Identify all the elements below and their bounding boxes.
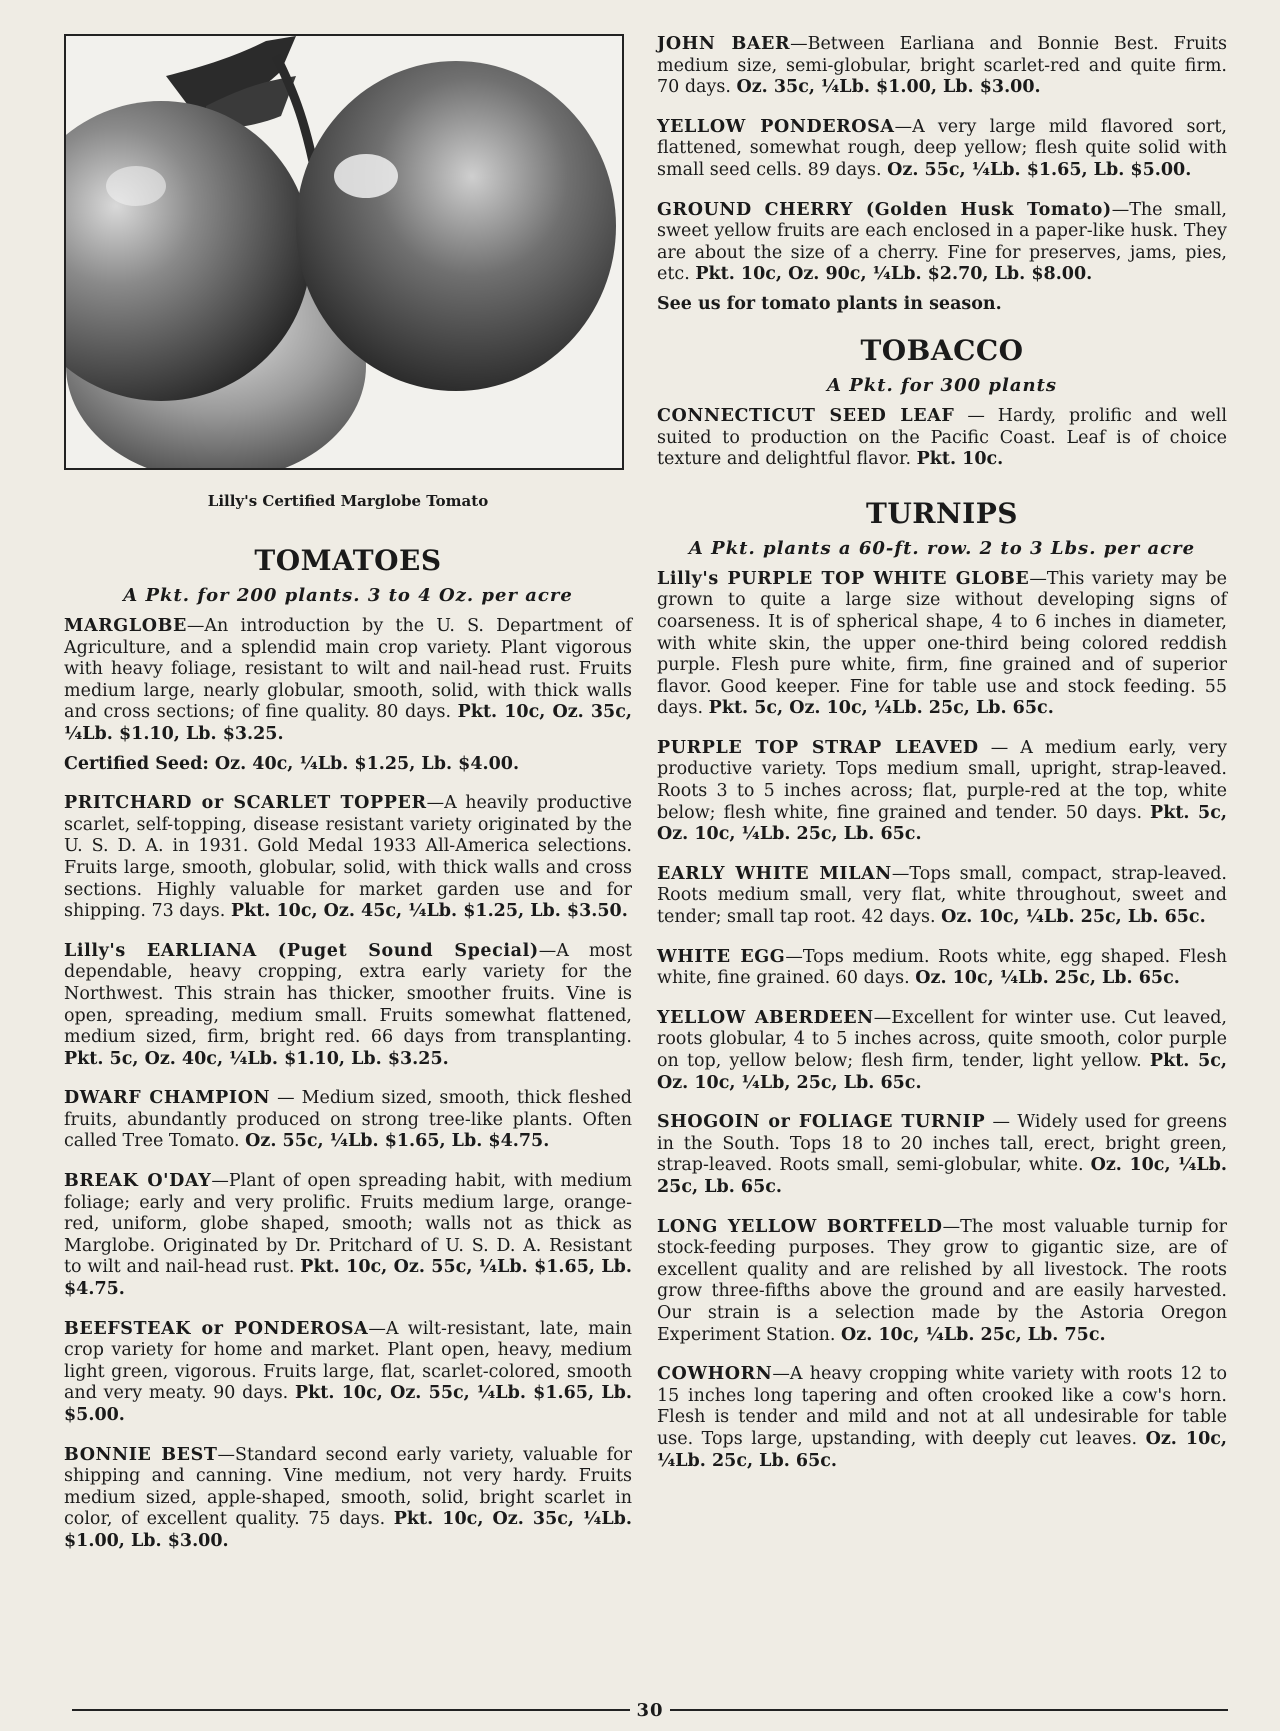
entry-purple-top-white-globe bbox=[657, 569, 1227, 720]
entry-text: —Plant of open spreading habit, with medium foliage; early and very prolific. Fruits medium large, orange-red, uniform, globe shaped, smooth; walls not as thick as Marglobe. Originated by Dr. Pritchard of U. S. D. A. Resistant to wilt and nail-head rust. bbox=[64, 1171, 632, 1278]
tobacco-subtitle: A Pkt. for 300 plants bbox=[826, 374, 1058, 396]
page-footer bbox=[72, 1700, 1228, 1720]
entry-name: SHOGOIN or FOLIAGE TURNIP bbox=[657, 1112, 986, 1133]
entry-name: COWHORN bbox=[657, 1364, 773, 1385]
entry-prices: Oz. 10c, ¼Lb. 25c, Lb. 65c. bbox=[657, 1428, 1227, 1471]
entry-text: —Tops small, compact, strap-leaved. Roots medium small, very flat, white throughout, sweet and tender; small tap root. 42 days. bbox=[657, 863, 1227, 928]
entry-prices: Oz. 10c, ¼Lb. 25c, Lb. 75c. bbox=[841, 1324, 1106, 1345]
entry-bonnie-best bbox=[64, 1445, 632, 1553]
entry-name: Lilly's EARLIANA (Puget Sound Special) bbox=[64, 940, 539, 961]
entry-yellow-ponderosa bbox=[657, 117, 1227, 182]
entry-name: EARLY WHITE MILAN bbox=[657, 863, 892, 884]
entry-name: JOHN BAER bbox=[657, 34, 791, 54]
entry-text: —A wilt-resistant, late, main crop variety for home and market. Plant open, heavy, medium light green, vigorous. Fruits large, flat, scarlet-colored, smooth and very meaty. 90 days. bbox=[64, 1318, 633, 1404]
tomato-plants-note: See us for tomato plants in season. bbox=[657, 293, 1002, 314]
entry-prices: Pkt. 5c, Oz. 10c, ¼Lb. 25c, Lb. 65c. bbox=[708, 698, 1054, 719]
entry-name: LONG YELLOW BORTFELD bbox=[657, 1216, 943, 1237]
entry-text: — Widely used for greens in the South. Tops 18 to 20 inches tall, erect, bright green, strap-leaved. Roots small, semi-globular, white. bbox=[657, 1112, 1227, 1176]
entry-prices: Pkt. 10c, Oz. 35c, ¼Lb. $1.00, Lb. $3.00. bbox=[64, 1509, 632, 1551]
entry-text: —This variety may be grown to quite a large size without developing signs of coarseness. It is of spherical shape, 4 to 6 inches in diameter, with white skin, the upper one-third being colored reddish purple. Flesh pure white, firm, fine grained and of superior flavor. Good keeper. Fine for table use and stock feeding. 55 days. bbox=[657, 568, 1227, 719]
entry-shogoin bbox=[657, 1112, 1227, 1198]
entry-beefsteak bbox=[64, 1319, 632, 1427]
entry-name: GROUND CHERRY (Golden Husk Tomato) bbox=[657, 199, 1112, 220]
entry-name: WHITE EGG bbox=[657, 946, 786, 967]
entry-dwarf-champion bbox=[64, 1088, 632, 1153]
entry-text: — Hardy, prolific and well suited to production on the Pacific Coast. Leaf is of choice texture and delightful flavor. bbox=[657, 405, 1227, 470]
entry-pritchard bbox=[64, 793, 632, 923]
entry-text: —The small, sweet yellow fruits are each enclosed in a paper-like husk. They are about the size of a cherry. Fine for preserves, jams, pies, etc. bbox=[657, 199, 1227, 285]
entry-name: BEEFSTEAK or PONDEROSA bbox=[64, 1318, 369, 1339]
entry-text: —Tops medium. Roots white, egg shaped. Flesh white, fine grained. 60 days. bbox=[657, 946, 1227, 989]
entry-text: —The most valuable turnip for stock-feeding purposes. They grow to gigantic size, are of excellent quality and are relished by all livestock. The roots grow three-fifths above the ground and are easily harvested. Our strain is a selection made by the Astoria Oregon Experiment Station. bbox=[657, 1216, 1228, 1345]
entry-prices: Pkt. 10c, Oz. 55c, ¼Lb. $1.65, Lb. $4.75. bbox=[64, 1257, 632, 1300]
entry-prices: Pkt. 10c, Oz. 45c, ¼Lb. $1.25, Lb. $3.50. bbox=[230, 901, 628, 922]
entry-long-yellow-bortfeld bbox=[657, 1217, 1227, 1347]
entry-john-baer bbox=[657, 34, 1227, 99]
entry-prices: Pkt. 10c, Oz. 90c, ¼Lb. $2.70, Lb. $8.00. bbox=[695, 264, 1093, 285]
entry-name: CONNECTICUT SEED LEAF bbox=[657, 405, 955, 426]
entry-name: YELLOW ABERDEEN bbox=[657, 1007, 874, 1028]
turnips-subtitle: A Pkt. plants a 60-ft. row. 2 to 3 Lbs. per acre bbox=[688, 537, 1196, 559]
entry-prices: Certified Seed: Oz. 40c, ¼Lb. $1.25, Lb. $4.00. bbox=[64, 753, 520, 774]
entry-text: —A very large mild flavored sort, flattened, somewhat rough, deep yellow; flesh quite solid with small seed cells. 89 days. bbox=[657, 116, 1227, 180]
entry-name: BREAK O'DAY bbox=[64, 1171, 212, 1192]
entry-earliana bbox=[64, 941, 632, 1071]
entry-prices: Pkt. 10c. bbox=[916, 449, 1004, 470]
entry-name: PURPLE TOP STRAP LEAVED bbox=[657, 737, 979, 758]
entry-prices: Pkt. 5c, Oz. 10c, ¼Lb. 25c, Lb. 65c. bbox=[657, 802, 1227, 845]
left-column bbox=[64, 34, 632, 1571]
entry-name: DWARF CHAMPION bbox=[64, 1088, 271, 1109]
tobacco-title: TOBACCO bbox=[860, 333, 1024, 367]
entry-text: —Excellent for winter use. Cut leaved, roots globular, 4 to 5 inches across, quite smooth, color purple on top, yellow below; flesh firm, tender, light yellow. bbox=[657, 1007, 1227, 1071]
entry-prices: Pkt. 10c, Oz. 35c, ¼Lb. $1.10, Lb. $3.25. bbox=[64, 702, 632, 744]
page-number: 30 bbox=[636, 1699, 664, 1721]
entry-text: — A medium early, very productive variety. Tops medium small, upright, strap-leaved. Roots 3 to 5 inches across; flat, purple-red at the top, white below; flesh white, fine grained and tender. 50 days. bbox=[657, 737, 1227, 823]
entry-purple-top-strap-leaved bbox=[657, 738, 1227, 846]
entry-text: — Medium sized, smooth, thick fleshed fruits, abundantly produced on strong tree-like plants. Often called Tree Tomato. bbox=[64, 1088, 632, 1152]
entry-text: —A heavy cropping white variety with roots 12 to 15 inches long tapering and often crooked like a cow's horn. Flesh is tender and mild and not at all undesirable for table use. Tops large, upstanding, with deeply cut leaves. bbox=[657, 1364, 1227, 1449]
photo-caption: Lilly's Certified Marglobe Tomato bbox=[207, 492, 489, 510]
turnips-title: TURNIPS bbox=[866, 496, 1018, 530]
entry-name: PRITCHARD or SCARLET TOPPER bbox=[64, 793, 427, 814]
entry-text: —A most dependable, heavy cropping, extra early variety for the Northwest. This strain has thicker, smoother fruits. Vine is open, spreading, medium small. Fruits somewhat flattened, medium sized, firm, bright red. 66 days from transplanting. bbox=[64, 940, 632, 1048]
footer-rule-left bbox=[72, 1709, 630, 1711]
entry-name: MARGLOBE bbox=[64, 616, 187, 636]
entry-certified-seed bbox=[64, 754, 632, 776]
entry-text: —A heavily productive scarlet, self-topping, disease resistant variety originated by the U. S. D. A. in 1931. Gold Medal 1933 All-America selections. Fruits large, smooth, globular, solid, with thick walls and cross sections. Highly valuable for market garden use and for shipping. 73 days. bbox=[64, 793, 632, 922]
right-column bbox=[657, 34, 1227, 1490]
entry-connecticut-seed-leaf bbox=[657, 406, 1227, 471]
entry-prices: Oz. 35c, ¼Lb. $1.00, Lb. $3.00. bbox=[736, 77, 1041, 98]
entry-prices: Pkt. 10c, Oz. 55c, ¼Lb. $1.65, Lb. $5.00. bbox=[64, 1383, 632, 1425]
entry-prices: Pkt. 5c, Oz. 10c, ¼Lb, 25c, Lb. 65c. bbox=[657, 1051, 1227, 1093]
entry-prices: Oz. 10c, ¼Lb. 25c, Lb. 65c. bbox=[657, 1155, 1227, 1197]
entry-name: BONNIE BEST bbox=[64, 1444, 218, 1465]
entry-prices: Oz. 10c, ¼Lb. 25c, Lb. 65c. bbox=[915, 968, 1180, 989]
entry-text: —Between Earliana and Bonnie Best. Fruits medium size, semi-globular, bright scarlet-red and quite firm. 70 days. bbox=[657, 34, 1227, 98]
tomato-photo bbox=[64, 34, 624, 470]
entry-prices: Oz. 10c, ¼Lb. 25c, Lb. 65c. bbox=[941, 907, 1206, 928]
entry-prices: Oz. 55c, ¼Lb. $1.65, Lb. $4.75. bbox=[245, 1131, 550, 1152]
entry-marglobe bbox=[64, 616, 632, 746]
entry-cowhorn bbox=[657, 1364, 1227, 1472]
entry-break-oday bbox=[64, 1171, 632, 1301]
tomatoes-subtitle: A Pkt. for 200 plants. 3 to 4 Oz. per acre bbox=[123, 585, 573, 606]
entry-name: YELLOW PONDEROSA bbox=[657, 116, 895, 137]
footer-rule-right bbox=[670, 1709, 1228, 1711]
entry-white-egg bbox=[657, 947, 1227, 990]
entry-text: —An introduction by the U. S. Department of Agriculture, and a splendid main crop variety. Plant vigorous with heavy foliage, resistant to wilt and nail-head rust. Fruits medium large, nearly globular, smooth, solid, with thick walls and cross sections; of fine quality. 80 days. bbox=[64, 616, 632, 723]
entry-prices: Pkt. 5c, Oz. 40c, ¼Lb. $1.10, Lb. $3.25. bbox=[64, 1048, 449, 1069]
entry-prices: Oz. 55c, ¼Lb. $1.65, Lb. $5.00. bbox=[887, 159, 1192, 180]
entry-name: Lilly's PURPLE TOP WHITE GLOBE bbox=[657, 568, 1030, 589]
entry-yellow-aberdeen bbox=[657, 1008, 1227, 1094]
entry-text: —Standard second early variety, valuable for shipping and canning. Vine medium, not very hardy. Fruits medium sized, apple-shaped, smooth, solid, bright scarlet in color, of excellent quality. 75 days. bbox=[64, 1444, 632, 1530]
entry-ground-cherry bbox=[657, 200, 1227, 286]
tomatoes-title: TOMATOES bbox=[254, 544, 442, 577]
entry-early-white-milan bbox=[657, 864, 1227, 929]
